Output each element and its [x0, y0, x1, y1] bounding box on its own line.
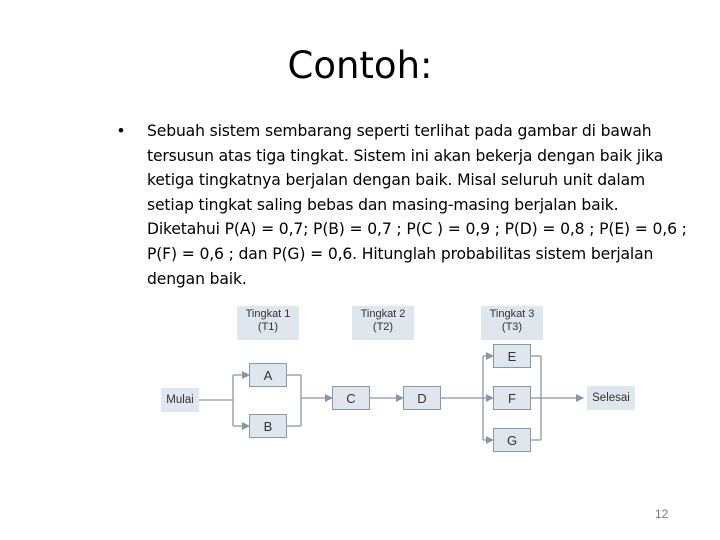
tier-1-header: [237, 306, 299, 340]
tier-1-header-code: (T1): [257, 321, 279, 333]
bullet-line: P(F) = 0,6 ; dan P(G) = 0,6. Hitunglah probabilitas sistem berjalan: [147, 244, 654, 263]
bullet-line: tersusun atas tiga tingkat. Sistem ini akan bekerja dengan baik jika: [147, 146, 664, 165]
slide-title: Contoh:: [287, 44, 433, 87]
tier-2-header-title: Tingkat 2: [360, 308, 406, 320]
bullet-line: Diketahui P(A) = 0,7; P(B) = 0,7 ; P(C ) = 0,9 ; P(D) = 0,8 ; P(E) = 0,6 ;: [147, 220, 687, 239]
start-label: Mulai: [161, 388, 199, 412]
unit-e-box: E: [493, 344, 531, 368]
bullet-line: dengan baik.: [147, 269, 247, 288]
unit-c-box: C: [332, 386, 370, 410]
tier-2-header-code: (T2): [372, 321, 394, 333]
tier-1-header-title: Tingkat 1: [245, 308, 291, 320]
tier-3-header: [481, 306, 543, 340]
tier-3-header-title: Tingkat 3: [489, 308, 535, 320]
unit-b-box: B: [249, 414, 287, 438]
unit-a-box: A: [249, 363, 287, 387]
bullet-line: setiap tingkat saling bebas dan masing-masing berjalan baik.: [147, 195, 619, 214]
bullet-dot-icon: •: [118, 121, 124, 140]
tier-3-header-code: (T3): [501, 321, 523, 333]
tier-2-header: [352, 306, 414, 340]
unit-g-box: G: [493, 428, 531, 452]
bullet-line: Sebuah sistem sembarang seperti terlihat pada gambar di bawah: [147, 122, 652, 140]
unit-d-box: D: [403, 386, 441, 410]
page-number: 12: [655, 507, 669, 521]
end-label: Selesai: [587, 386, 635, 410]
bullet-line: ketiga tingkatnya berjalan dengan baik. Misal seluruh unit dalam: [147, 171, 646, 190]
unit-f-box: F: [493, 386, 531, 410]
